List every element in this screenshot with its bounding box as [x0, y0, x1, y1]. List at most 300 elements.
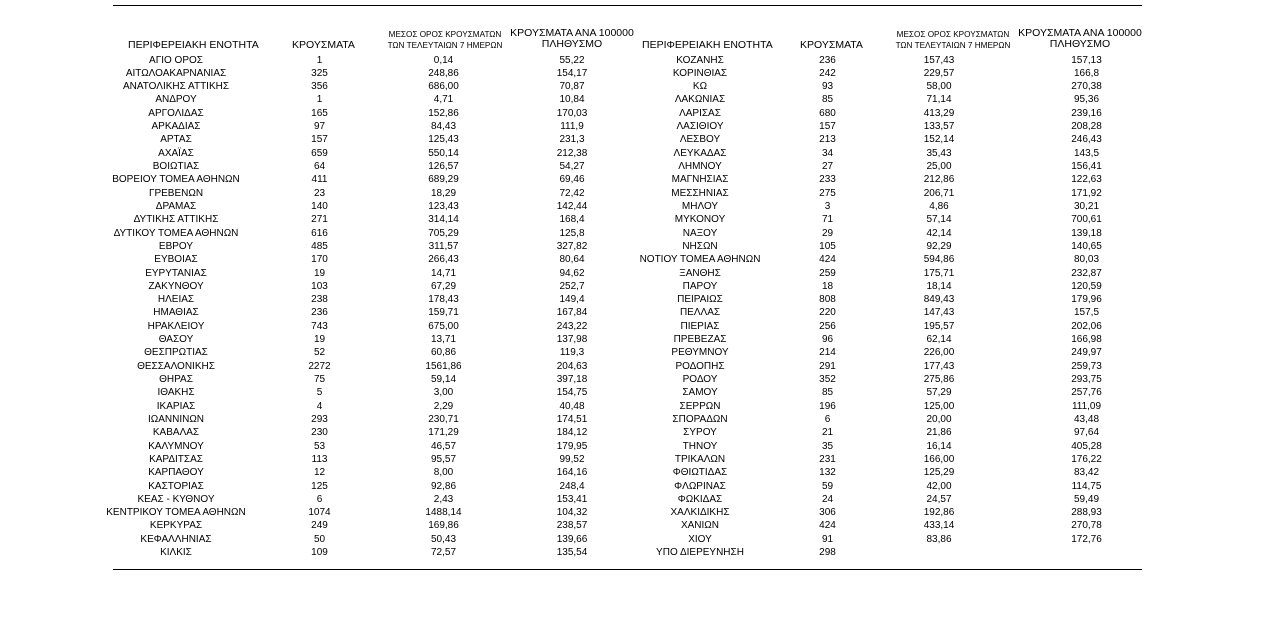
region-cell: ΒΟΡΕΙΟΥ ΤΟΜΕΑ ΑΘΗΝΩΝ	[112, 174, 240, 186]
avg-cell: 71,14	[926, 94, 952, 106]
header-avg-line1: ΜΕΣΟΣ ΟΡΟΣ ΚΡΟΥΣΜΑΤΩΝ	[896, 30, 1010, 39]
avg-cell: 689,29	[428, 174, 459, 186]
cases-cell: 306	[819, 507, 836, 519]
cases-cell: 6	[316, 493, 323, 505]
table-row	[85, 54, 629, 67]
per100k-cell: 97,64	[1073, 427, 1100, 439]
table-row	[85, 440, 629, 453]
table-row	[85, 400, 629, 413]
region-cell: ΚΕΑΣ - ΚΥΘΝΟΥ	[137, 493, 215, 505]
table-row	[85, 240, 629, 253]
cases-cell: 485	[311, 240, 328, 252]
avg-cell: 8,00	[433, 467, 454, 479]
per100k-cell: 140,65	[1071, 240, 1102, 252]
region-cell: ΧΑΝΙΩΝ	[680, 520, 720, 532]
cases-cell: 2272	[308, 360, 331, 372]
cases-cell: 96	[821, 334, 834, 346]
table-row	[85, 346, 629, 359]
table-row	[85, 466, 629, 479]
table-row	[85, 386, 629, 399]
per100k-cell: 270,38	[1071, 81, 1102, 93]
per100k-cell: 243,22	[556, 320, 588, 332]
avg-cell: 166,00	[923, 453, 955, 465]
region-cell: ΛΕΣΒΟΥ	[679, 134, 721, 146]
cases-cell: 352	[819, 374, 836, 385]
avg-cell: 2,43	[433, 493, 454, 505]
per100k-cell: 172,76	[1071, 533, 1102, 545]
avg-cell: 14,71	[430, 267, 457, 279]
cases-cell: 6	[824, 413, 831, 425]
per100k-cell: 111,09	[1071, 400, 1102, 412]
cases-cell: 236	[819, 54, 836, 66]
per100k-cell: 231,3	[559, 134, 585, 146]
region-cell: ΘΕΣΠΡΩΤΙΑΣ	[144, 347, 208, 359]
region-cell: ΚΑΡΔΙΤΣΑΣ	[149, 453, 203, 465]
cases-cell: 21	[821, 427, 834, 439]
per100k-cell: 170,03	[556, 107, 588, 119]
region-cell: ΙΩΑΝΝΙΝΩΝ	[147, 413, 205, 425]
table-row	[85, 280, 629, 293]
region-cell: ΚΩ	[692, 81, 708, 93]
table-row	[600, 200, 1150, 213]
region-cell: ΜΗΛΟΥ	[681, 200, 719, 212]
cases-cell: 1074	[308, 507, 331, 519]
table-row	[600, 519, 1150, 532]
avg-cell: 35,43	[926, 147, 952, 159]
cases-cell: 230	[311, 427, 328, 439]
table-row	[600, 107, 1150, 120]
cases-cell: 64	[313, 161, 326, 172]
cases-cell: 170	[311, 254, 328, 266]
table-row	[600, 386, 1150, 399]
cases-cell: 293	[311, 413, 328, 425]
region-cell: ΠΙΕΡΙΑΣ	[680, 320, 720, 332]
cases-cell: 105	[819, 240, 836, 252]
table-row	[85, 227, 629, 240]
region-cell: ΧΑΛΚΙΔΙΚΗΣ	[670, 507, 730, 519]
per100k-cell: 259,73	[1071, 360, 1102, 372]
region-cell: ΘΑΣΟΥ	[158, 334, 194, 346]
per100k-cell: 125,8	[559, 227, 585, 239]
table-row	[85, 506, 629, 519]
table-row	[85, 200, 629, 213]
avg-cell: 226,00	[923, 347, 955, 359]
table-row	[85, 333, 629, 346]
region-cell: ΑΧΑΪΑΣ	[158, 147, 194, 159]
region-cell: ΜΑΓΝΗΣΙΑΣ	[671, 174, 729, 186]
table-row	[600, 280, 1150, 293]
per100k-cell: 327,82	[556, 240, 588, 252]
per100k-cell: 212,38	[556, 147, 588, 159]
avg-cell: 206,71	[923, 187, 955, 199]
cases-cell: 109	[311, 547, 328, 559]
table-row	[600, 253, 1150, 266]
per100k-cell: 179,96	[1071, 294, 1102, 306]
cases-cell: 275	[819, 187, 836, 199]
region-cell: ΚΟΡΙΝΘΙΑΣ	[672, 67, 728, 79]
table-row	[600, 493, 1150, 506]
region-cell: ΑΝΑΤΟΛΙΚΗΣ ΑΤΤΙΚΗΣ	[122, 81, 230, 93]
avg-cell: 16,14	[926, 440, 952, 452]
cases-cell: 52	[313, 347, 326, 359]
cases-cell: 140	[311, 200, 328, 212]
region-cell: ΛΑΣΙΘΙΟΥ	[676, 121, 724, 133]
avg-cell: 4,86	[929, 200, 949, 212]
region-cell: ΗΜΑΘΙΑΣ	[153, 307, 199, 319]
table-row	[600, 320, 1150, 333]
region-cell: ΔΡΑΜΑΣ	[155, 200, 197, 212]
table-row	[85, 373, 629, 386]
avg-cell: 18,29	[430, 187, 457, 199]
table-row	[85, 160, 629, 173]
per100k-cell: 293,75	[1071, 374, 1102, 385]
cases-cell: 242	[819, 67, 836, 79]
per100k-cell: 270,78	[1071, 520, 1102, 532]
table-row	[85, 120, 629, 133]
avg-cell: 175,71	[923, 267, 955, 279]
header-avg-right	[892, 29, 1014, 51]
avg-cell: 125,43	[428, 134, 459, 146]
region-cell: ΡΟΔΟΠΗΣ	[675, 360, 725, 372]
table-row	[85, 480, 629, 493]
avg-cell: 126,57	[428, 161, 459, 172]
header-per100k-right	[1016, 28, 1144, 50]
region-cell: ΝΟΤΙΟΥ ΤΟΜΕΑ ΑΘΗΝΩΝ	[639, 254, 761, 266]
per100k-cell: 154,17	[556, 67, 588, 79]
region-cell: ΜΥΚΟΝΟΥ	[674, 214, 726, 226]
region-cell: ΔΥΤΙΚΗΣ ΑΤΤΙΚΗΣ	[133, 214, 219, 226]
per100k-cell: 257,76	[1071, 387, 1102, 399]
avg-cell: 705,29	[428, 227, 459, 239]
avg-cell: 133,57	[923, 121, 955, 133]
cases-cell: 1	[316, 94, 323, 106]
per100k-cell: 55,22	[559, 54, 585, 66]
table-row	[85, 519, 629, 532]
avg-cell: 178,43	[428, 294, 459, 306]
cases-cell: 411	[311, 174, 328, 186]
per100k-cell: 252,7	[559, 280, 585, 292]
header-avg-left	[385, 29, 505, 51]
cases-cell: 424	[819, 520, 836, 532]
avg-cell: 314,14	[428, 214, 459, 226]
region-cell: ΚΑΛΥΜΝΟΥ	[148, 440, 204, 452]
avg-cell: 57,29	[926, 387, 952, 399]
cases-table-right	[600, 54, 1150, 560]
region-cell: ΣΑΜΟΥ	[682, 387, 718, 399]
avg-cell: 433,14	[923, 520, 955, 532]
table-row	[85, 426, 629, 439]
avg-cell: 1488,14	[425, 507, 462, 519]
bottom-rule	[113, 569, 1142, 570]
cases-cell: 256	[819, 320, 836, 332]
avg-cell: 24,57	[926, 493, 952, 505]
avg-cell: 171,29	[428, 427, 459, 439]
per100k-cell: 167,84	[556, 307, 588, 319]
table-row	[85, 213, 629, 226]
region-cell: ΚΑΣΤΟΡΙΑΣ	[148, 480, 204, 492]
avg-cell: 594,86	[923, 254, 955, 266]
header-cases-left: ΚΡΟΥΣΜΑΤΑ	[292, 39, 355, 51]
per100k-cell: 114,75	[1071, 480, 1102, 492]
avg-cell: 46,57	[430, 440, 457, 452]
region-cell: ΑΝΔΡΟΥ	[155, 94, 197, 106]
avg-cell: 57,14	[926, 214, 952, 226]
cases-cell: 53	[313, 440, 326, 452]
region-cell: ΜΕΣΣΗΝΙΑΣ	[671, 187, 729, 199]
region-cell: ΑΡΤΑΣ	[160, 134, 192, 146]
header-per100k-left	[508, 28, 636, 50]
cases-cell: 808	[819, 294, 836, 306]
avg-cell: 147,43	[923, 307, 955, 319]
cases-cell: 71	[821, 214, 834, 226]
table-row	[600, 466, 1150, 479]
per100k-cell: 95,36	[1073, 94, 1100, 106]
per100k-cell: 166,8	[1073, 67, 1100, 79]
region-cell: ΡΟΔΟΥ	[682, 374, 718, 385]
per100k-cell: 122,63	[1071, 174, 1102, 186]
cases-cell: 291	[819, 360, 836, 372]
per100k-cell: 137,98	[556, 334, 588, 346]
avg-cell: 125,29	[923, 467, 955, 479]
cases-cell: 29	[821, 227, 834, 239]
cases-cell: 27	[821, 161, 834, 172]
per100k-cell: 176,22	[1071, 453, 1102, 465]
per100k-cell: 397,18	[556, 374, 588, 385]
table-row	[600, 93, 1150, 106]
per100k-cell: 184,12	[556, 427, 588, 439]
table-row	[600, 267, 1150, 280]
region-cell: ΠΑΡΟΥ	[682, 280, 718, 292]
avg-cell: 58,00	[926, 81, 952, 93]
region-cell: ΤΡΙΚΑΛΩΝ	[674, 453, 726, 465]
avg-cell: 159,71	[428, 307, 459, 319]
table-row	[600, 426, 1150, 439]
per100k-cell: 156,41	[1071, 161, 1102, 172]
cases-cell: 196	[819, 400, 836, 412]
per100k-cell: 69,46	[559, 174, 585, 186]
per100k-cell: 94,62	[559, 267, 585, 279]
per100k-cell: 139,66	[556, 533, 588, 545]
avg-cell: 177,43	[923, 360, 955, 372]
per100k-cell: 83,42	[1073, 467, 1100, 479]
region-cell: ΞΑΝΘΗΣ	[679, 267, 721, 279]
table-row	[85, 267, 629, 280]
cases-cell: 19	[313, 334, 326, 346]
avg-cell: 125,00	[923, 400, 955, 412]
region-cell: ΠΕΙΡΑΙΩΣ	[677, 294, 723, 306]
cases-cell: 271	[311, 214, 328, 226]
cases-cell: 616	[311, 227, 328, 239]
cases-cell: 59	[821, 480, 834, 492]
per100k-cell: 700,61	[1071, 214, 1102, 226]
region-cell: ΙΘΑΚΗΣ	[157, 387, 195, 399]
table-row	[600, 360, 1150, 373]
region-cell: ΓΡΕΒΕΝΩΝ	[148, 187, 204, 199]
cases-cell: 238	[311, 294, 328, 306]
avg-cell: 195,57	[923, 320, 955, 332]
region-cell: ΦΩΚΙΔΑΣ	[677, 493, 723, 505]
table-row	[600, 227, 1150, 240]
region-cell: ΑΡΓΟΛΙΔΑΣ	[148, 107, 204, 119]
per100k-cell: 99,52	[559, 453, 585, 465]
avg-cell: 42,14	[926, 227, 952, 239]
cases-table-left	[85, 54, 629, 560]
table-row	[85, 546, 629, 559]
cases-cell: 220	[819, 307, 836, 319]
table-row	[85, 320, 629, 333]
per100k-cell: 157,13	[1071, 54, 1102, 66]
per100k-cell: 288,93	[1071, 507, 1102, 519]
avg-cell: 152,86	[428, 107, 459, 119]
region-cell: ΛΑΚΩΝΙΑΣ	[674, 94, 726, 106]
cases-cell: 1	[316, 54, 323, 66]
cases-cell: 85	[821, 94, 834, 106]
avg-cell: 95,57	[430, 453, 457, 465]
region-cell: ΥΠΟ ΔΙΕΡΕΥΝΗΣΗ	[656, 547, 744, 559]
cases-cell: 132	[819, 467, 836, 479]
table-row	[85, 293, 629, 306]
region-cell: ΚΟΖΑΝΗΣ	[676, 54, 724, 66]
avg-cell: 212,86	[923, 174, 955, 186]
cases-cell: 249	[311, 520, 328, 532]
per100k-cell: 111,9	[560, 121, 584, 133]
cases-cell: 113	[311, 453, 328, 465]
cases-cell: 19	[313, 267, 326, 279]
table-row	[600, 213, 1150, 226]
table-row	[85, 493, 629, 506]
region-cell: ΑΓΙΟ ΟΡΟΣ	[149, 54, 203, 66]
cases-cell: 236	[311, 307, 328, 319]
header-per100k-line2: ΠΛΗΘΥΣΜΟ	[541, 38, 603, 50]
region-cell: ΑΡΚΑΔΙΑΣ	[151, 121, 201, 133]
table-row	[85, 413, 629, 426]
region-cell: ΚΙΛΚΙΣ	[160, 547, 192, 559]
header-region-right: ΠΕΡΙΦΕΡΕΙΑΚΗ ΕΝΟΤΗΤΑ	[642, 39, 773, 51]
table-row	[600, 147, 1150, 160]
table-row	[600, 173, 1150, 186]
avg-cell: 92,29	[926, 240, 952, 252]
per100k-cell: 168,4	[559, 214, 585, 226]
per100k-cell: 43,48	[1073, 413, 1100, 425]
table-row	[85, 453, 629, 466]
avg-cell: 13,71	[430, 334, 457, 346]
per100k-cell: 405,28	[1071, 440, 1102, 452]
cases-cell: 5	[316, 387, 323, 399]
cases-cell: 85	[821, 387, 834, 399]
table-row	[600, 333, 1150, 346]
region-cell: ΘΕΣΣΑΛΟΝΙΚΗΣ	[137, 360, 215, 372]
table-row	[85, 67, 629, 80]
per100k-cell: 80,03	[1073, 254, 1100, 266]
avg-cell: 230,71	[428, 413, 459, 425]
header-avg-line2: ΤΩΝ ΤΕΛΕΥΤΑΙΩΝ 7 ΗΜΕΡΩΝ	[895, 41, 1011, 50]
region-cell: ΚΑΒΑΛΑΣ	[152, 427, 200, 439]
avg-cell: 266,43	[428, 254, 459, 266]
avg-cell: 50,43	[430, 533, 457, 545]
header-per100k-line2: ΠΛΗΘΥΣΜΟ	[1049, 38, 1111, 50]
per100k-cell: 208,28	[1071, 121, 1102, 133]
table-row	[85, 173, 629, 186]
avg-cell: 123,43	[428, 200, 459, 212]
cases-cell: 24	[821, 493, 834, 505]
region-cell: ΠΕΛΛΑΣ	[679, 307, 721, 319]
cases-cell: 93	[821, 81, 834, 93]
region-cell: ΝΗΣΩΝ	[682, 240, 718, 252]
cases-cell: 12	[313, 467, 326, 479]
avg-cell: 25,00	[926, 161, 952, 172]
header-region-left: ΠΕΡΙΦΕΡΕΙΑΚΗ ΕΝΟΤΗΤΑ	[128, 39, 259, 51]
per100k-cell	[1023, 546, 1150, 559]
region-cell: ΕΥΒΟΙΑΣ	[154, 254, 198, 266]
table-row	[600, 133, 1150, 146]
region-cell: ΚΕΡΚΥΡΑΣ	[149, 520, 203, 532]
cases-cell: 50	[313, 533, 326, 545]
per100k-cell: 10,84	[559, 94, 585, 106]
table-row	[85, 533, 629, 546]
per100k-cell: 171,92	[1071, 187, 1102, 199]
cases-cell: 356	[311, 81, 328, 93]
avg-cell: 157,43	[923, 54, 955, 66]
cases-cell: 23	[313, 187, 326, 199]
header-avg-line1: ΜΕΣΟΣ ΟΡΟΣ ΚΡΟΥΣΜΑΤΩΝ	[388, 30, 502, 39]
per100k-cell: 204,63	[556, 360, 588, 372]
avg-cell: 686,00	[428, 81, 459, 93]
per100k-cell: 104,32	[556, 507, 588, 519]
avg-cell: 169,86	[428, 520, 459, 532]
per100k-cell: 72,42	[559, 187, 585, 199]
per100k-cell: 202,06	[1071, 320, 1102, 332]
region-cell: ΚΑΡΠΑΘΟΥ	[148, 467, 204, 479]
avg-cell: 0,14	[433, 54, 454, 66]
avg-cell: 275,86	[923, 374, 955, 385]
table-row	[600, 54, 1150, 67]
avg-cell: 84,43	[430, 121, 457, 133]
cases-cell: 157	[819, 121, 836, 133]
avg-cell: 152,14	[923, 134, 955, 146]
avg-cell: 248,86	[428, 67, 459, 79]
cases-cell: 35	[821, 440, 834, 452]
per100k-cell: 135,54	[556, 547, 588, 559]
cases-cell: 213	[819, 134, 836, 146]
table-row	[600, 346, 1150, 359]
table-row	[85, 306, 629, 319]
header-avg-line2: ΤΩΝ ΤΕΛΕΥΤΑΙΩΝ 7 ΗΜΕΡΩΝ	[387, 41, 503, 50]
region-cell: ΚΕΝΤΡΙΚΟΥ ΤΟΜΕΑ ΑΘΗΝΩΝ	[106, 507, 246, 519]
avg-cell: 72,57	[430, 547, 457, 559]
per100k-cell: 248,4	[559, 480, 585, 492]
table-row	[600, 80, 1150, 93]
region-cell: ΦΘΙΩΤΙΔΑΣ	[672, 467, 728, 479]
cases-cell: 18	[821, 280, 834, 292]
avg-cell: 59,14	[430, 374, 457, 385]
table-row	[600, 453, 1150, 466]
region-cell: ΣΕΡΡΩΝ	[679, 400, 721, 412]
avg-cell: 229,57	[923, 67, 955, 79]
table-row	[85, 93, 629, 106]
table-row	[85, 147, 629, 160]
table-row	[600, 533, 1150, 546]
region-cell: ΦΛΩΡΙΝΑΣ	[674, 480, 726, 492]
header-per100k-line1: ΚΡΟΥΣΜΑΤΑ ΑΝΑ 100000	[510, 27, 634, 39]
cases-cell: 659	[311, 147, 328, 159]
cases-cell: 97	[313, 121, 326, 133]
avg-cell: 192,86	[923, 507, 955, 519]
per100k-cell: 246,43	[1071, 134, 1102, 146]
avg-cell: 18,14	[926, 280, 952, 292]
region-cell: ΣΠΟΡΑΔΩΝ	[672, 413, 728, 425]
avg-cell	[855, 546, 1023, 559]
region-cell: ΤΗΝΟΥ	[682, 440, 718, 452]
